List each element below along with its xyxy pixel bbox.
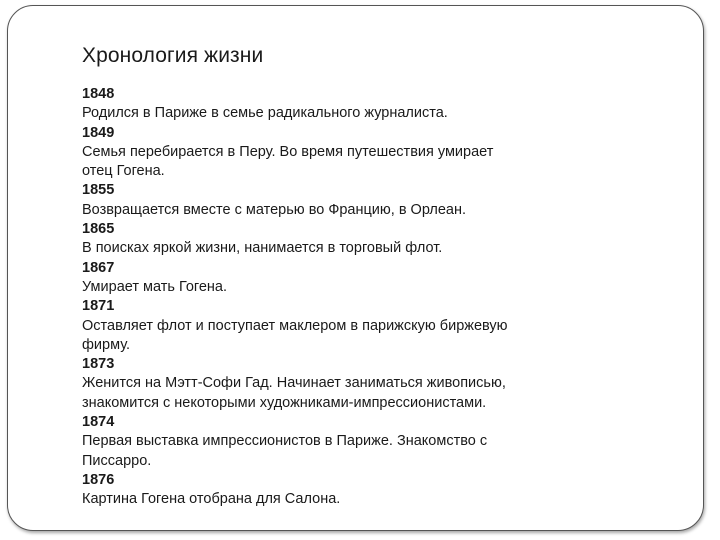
timeline-entry-1848 [82,85,662,124]
timeline-year: 1848 [82,86,115,102]
timeline-year: 1867 [82,259,115,276]
timeline-event-line: В поисках яркой жизни, нанимается в торговый флот. [82,240,443,257]
timeline-year: 1849 [82,124,115,141]
timeline-entry-1867 [82,259,662,298]
timeline-event-line: Женится на Мэтт-Софи Гад. Начинает заниматься живописью, [82,375,506,392]
timeline-event-line: Семья перебирается в Перу. Во время путешествия умирает [82,143,494,160]
timeline-event-line: Первая выставка импрессионистов в Париже. Знакомство с [82,433,488,450]
timeline-list [82,85,662,510]
timeline-event-line: Умирает мать Гогена. [82,278,228,295]
slide-title: Хронология жизни [82,44,264,67]
timeline-year: 1873 [82,356,115,373]
timeline-event-line: фирму. [82,336,131,353]
timeline-entry-1855 [82,181,662,220]
timeline-year: 1876 [82,471,115,488]
timeline-year: 1874 [82,414,115,431]
timeline-event-line: отец Гогена. [82,163,165,180]
timeline-year: 1865 [82,221,115,238]
slide-frame [7,5,704,531]
timeline-event-line: Родился в Париже в семье радикального журналиста. [82,105,448,122]
timeline-entry-1871 [82,297,662,355]
timeline-entry-1874 [82,413,662,471]
timeline-event-line: Возвращается вместе с матерью во Францию, в Орлеан. [82,201,467,218]
timeline-year: 1855 [82,182,115,199]
timeline-event-line: Писсарро. [82,452,152,469]
timeline-entry-1876 [82,471,662,510]
timeline-event-line: Оставляет флот и поступает маклером в парижскую биржевую [82,317,508,334]
timeline-event-line: Картина Гогена отобрана для Салона. [82,491,341,508]
timeline-event-line: знакомится с некоторыми художниками-импрессионистами. [82,394,487,411]
timeline-year: 1871 [82,298,115,315]
timeline-entry-1865 [82,220,662,259]
timeline-entry-1873 [82,355,662,413]
timeline-entry-1849 [82,124,662,182]
